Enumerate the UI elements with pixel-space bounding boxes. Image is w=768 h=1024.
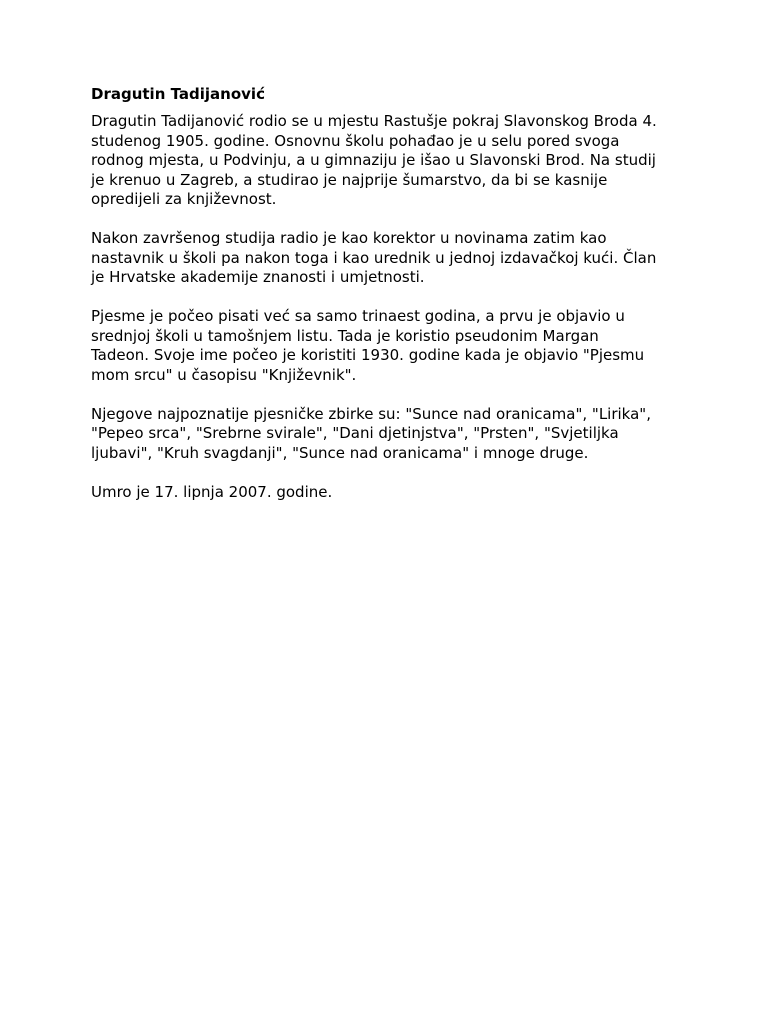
paragraph-line: Tadeon. Svoje ime počeo je koristiti 1930. godine kada je objavio "Pjesmu bbox=[91, 346, 645, 364]
paragraph-line: mom srcu" u časopisu "Književnik". bbox=[91, 365, 357, 384]
paragraph-birth-education bbox=[91, 112, 691, 210]
paragraph-line: je Hrvatske akademije znanosti i umjetnosti. bbox=[91, 268, 425, 286]
document-title: Dragutin Tadijanović bbox=[91, 85, 265, 103]
paragraph-early-poetry bbox=[91, 307, 691, 385]
paragraph-line: opredijeli za književnost. bbox=[91, 190, 277, 208]
paragraph-line: "Pepeo srca", "Srebrne svirale", "Dani djetinjstva", "Prsten", "Svjetiljka bbox=[91, 424, 619, 442]
paragraph-collections bbox=[91, 405, 691, 464]
document-page bbox=[91, 84, 691, 522]
paragraph-line: Umro je 17. lipnja 2007. godine. bbox=[91, 482, 333, 501]
paragraph-line: ljubavi", "Kruh svagdanji", "Sunce nad oranicama" i mnoge druge. bbox=[91, 443, 589, 462]
paragraph-line: rodnog mjesta, u Podvinju, a u gimnaziju je išao u Slavonski Brod. Na studij bbox=[91, 151, 656, 169]
paragraph-line: studenog 1905. godine. Osnovnu školu pohađao je u selu pored svoga bbox=[91, 131, 620, 150]
paragraph-line: Pjesme je počeo pisati već sa samo trinaest godina, a prvu je objavio u bbox=[91, 307, 625, 325]
paragraph-line: je krenuo u Zagreb, a studirao je najprije šumarstvo, da bi se kasnije bbox=[91, 170, 608, 189]
paragraph-line: Njegove najpoznatije pjesničke zbirke su: "Sunce nad oranicama", "Lirika", bbox=[91, 404, 651, 423]
paragraph-death bbox=[91, 483, 691, 503]
paragraph-line: Nakon završenog studija radio je kao korektor u novinama zatim kao bbox=[91, 229, 607, 247]
paragraph-line: Dragutin Tadijanović rodio se u mjestu Rastušje pokraj Slavonskog Broda 4. bbox=[91, 112, 657, 130]
paragraph-line: nastavnik u školi pa nakon toga i kao urednik u jednoj izdavačkoj kući. Član bbox=[91, 248, 657, 267]
paragraph-line: srednjoj školi u tamošnjem listu. Tada je koristio pseudonim Margan bbox=[91, 326, 599, 345]
paragraph-career bbox=[91, 229, 691, 288]
